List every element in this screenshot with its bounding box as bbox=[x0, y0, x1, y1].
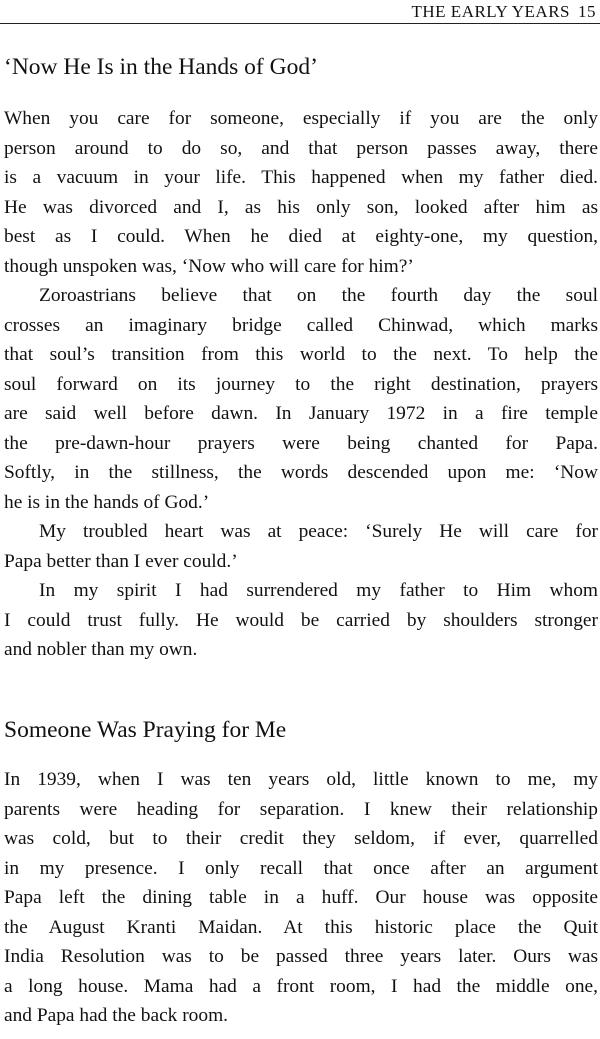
text-line: Zoroastrians believe that on the fourth day the soul bbox=[39, 285, 598, 306]
text-line: Papa left the dining table in a huff. Our house was opposite bbox=[4, 887, 598, 908]
text-line: though unspoken was, ‘Now who will care for him?’ bbox=[4, 255, 414, 277]
text-line: a long house. Mama had a front room, I had the middle one, bbox=[4, 975, 598, 997]
text-line: When you care for someone, especially if you are the only bbox=[4, 108, 598, 129]
text-line: he is in the hands of God.’ bbox=[4, 491, 210, 513]
section-heading-hands-of-god: ‘Now He Is in the Hands of God’ bbox=[4, 54, 318, 80]
text-line: are said well before dawn. In January 1972 in a fire temple bbox=[4, 403, 598, 424]
text-line: crosses an imaginary bridge called Chinwad, which marks bbox=[4, 314, 598, 336]
text-line: I could trust fully. He would be carried by shoulders stronger bbox=[4, 609, 598, 631]
text-line: Softly, in the stillness, the words descended upon me: ‘Now bbox=[4, 462, 598, 483]
text-line: person around to do so, and that person passes away, there bbox=[4, 137, 598, 159]
text-line: India Resolution was to be passed three years later. Ours was bbox=[4, 946, 598, 967]
text-line: He was divorced and I, as his only son, looked after him as bbox=[4, 196, 598, 218]
section-heading-praying: Someone Was Praying for Me bbox=[4, 717, 287, 743]
text-line: was cold, but to their credit they seldom, if ever, quarrelled bbox=[4, 828, 598, 849]
text-line: Papa better than I ever could.’ bbox=[4, 550, 238, 572]
page-number: 15 bbox=[578, 2, 596, 21]
running-head bbox=[412, 2, 596, 22]
text-line: In 1939, when I was ten years old, little known to me, my bbox=[4, 769, 598, 790]
text-line: that soul’s transition from this world to the next. To help the bbox=[4, 344, 598, 365]
section2-body bbox=[4, 765, 598, 1031]
running-title: THE EARLY YEARS bbox=[411, 2, 570, 21]
text-line: My troubled heart was at peace: ‘Surely He will care for bbox=[39, 521, 598, 542]
text-line: the August Kranti Maidan. At this historic place the Quit bbox=[4, 916, 598, 938]
header-rule bbox=[0, 23, 600, 24]
text-line: is a vacuum in your life. This happened when my father died. bbox=[4, 167, 598, 188]
text-line: soul forward on its journey to the right destination, prayers bbox=[4, 373, 598, 395]
text-line: parents were heading for separation. I knew their relationship bbox=[4, 798, 598, 820]
section1-body bbox=[4, 104, 598, 665]
text-line: best as I could. When he died at eighty-one, my question, bbox=[4, 226, 598, 247]
text-line: and nobler than my own. bbox=[4, 639, 198, 660]
text-line: the pre-dawn-hour prayers were being chanted for Papa. bbox=[4, 432, 598, 454]
text-line: In my spirit I had surrendered my father to Him whom bbox=[39, 580, 598, 601]
text-line: in my presence. I only recall that once after an argument bbox=[4, 857, 598, 879]
text-line: and Papa had the back room. bbox=[4, 1005, 228, 1026]
